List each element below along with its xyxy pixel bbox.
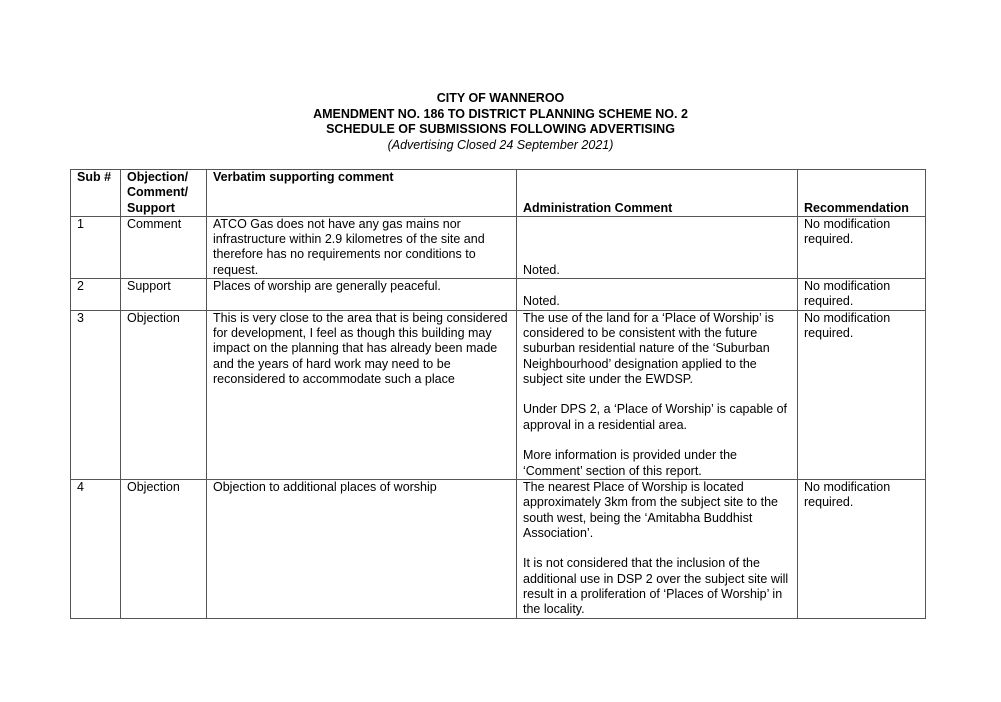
cell-admin — [517, 279, 798, 311]
amendment-title: AMENDMENT NO. 186 TO DISTRICT PLANNING SCHEME NO. 2 — [313, 106, 688, 121]
cell-verbatim: This is very close to the area that is being considered for development, I feel as though this building may impact on the planning that has already been made and the years of hard work may need to be reconsidered to accommodate such a place — [207, 310, 517, 479]
paragraph-gap — [523, 387, 792, 402]
cell-sub: 1 — [71, 216, 121, 278]
col-header-admin: Administration Comment — [517, 170, 798, 217]
advertising-note: (Advertising Closed 24 September 2021) — [387, 137, 614, 152]
cell-sub: 4 — [71, 479, 121, 618]
cell-recommendation: No modification required. — [798, 216, 926, 278]
col-header-sub: Sub # — [71, 170, 121, 217]
cell-verbatim: Objection to additional places of worship — [207, 479, 517, 618]
cell-sub: 2 — [71, 279, 121, 311]
table-row — [71, 279, 926, 311]
col-header-recommendation: Recommendation — [798, 170, 926, 217]
col-header-verbatim: Verbatim supporting comment — [207, 170, 517, 217]
table-row — [71, 310, 926, 479]
paragraph-gap — [523, 541, 792, 556]
col-header-type: Objection/ Comment/ Support — [121, 170, 207, 217]
cell-recommendation: No modification required. — [798, 310, 926, 479]
schedule-title: SCHEDULE OF SUBMISSIONS FOLLOWING ADVERTISING — [326, 122, 675, 136]
cell-admin — [517, 479, 798, 618]
cell-admin — [517, 310, 798, 479]
admin-paragraph: Under DPS 2, a ‘Place of Worship’ is capable of approval in a residential area. — [523, 402, 788, 432]
cell-type: Objection — [121, 310, 207, 479]
cell-admin — [517, 216, 798, 278]
document-header — [0, 91, 1001, 153]
cell-recommendation: No modification required. — [798, 479, 926, 618]
cell-type: Objection — [121, 479, 207, 618]
cell-type: Support — [121, 279, 207, 311]
table-row — [71, 216, 926, 278]
admin-paragraph: It is not considered that the inclusion of the additional use in DSP 2 over the subject site will result in a proliferation of ‘Places of Worship’ in the locality. — [523, 556, 789, 617]
submissions-table — [70, 169, 926, 619]
table-row — [71, 479, 926, 618]
table-header-row — [71, 170, 926, 217]
cell-verbatim: Places of worship are generally peaceful. — [207, 279, 517, 311]
cell-verbatim: ATCO Gas does not have any gas mains nor infrastructure within 2.9 kilometres of the site and therefore has no requirements nor conditions to request. — [207, 216, 517, 278]
admin-paragraph: Noted. — [523, 262, 560, 277]
admin-paragraph: The use of the land for a ‘Place of Worship’ is considered to be consistent with the future suburban residential nature of the ‘Suburban Neighbourhood’ designation applied to the subject site under the EWDSP. — [523, 310, 774, 386]
cell-type: Comment — [121, 216, 207, 278]
org-title: CITY OF WANNEROO — [436, 91, 565, 105]
admin-paragraph: The nearest Place of Worship is located approximately 3km from the subject site to the south west, being the ‘Amitabha Buddhist Association’. — [523, 479, 778, 540]
cell-recommendation: No modification required. — [798, 279, 926, 311]
cell-sub: 3 — [71, 310, 121, 479]
admin-paragraph: More information is provided under the ‘Comment’ section of this report. — [523, 448, 738, 478]
paragraph-gap — [523, 433, 792, 448]
admin-paragraph: Noted. — [523, 294, 560, 309]
